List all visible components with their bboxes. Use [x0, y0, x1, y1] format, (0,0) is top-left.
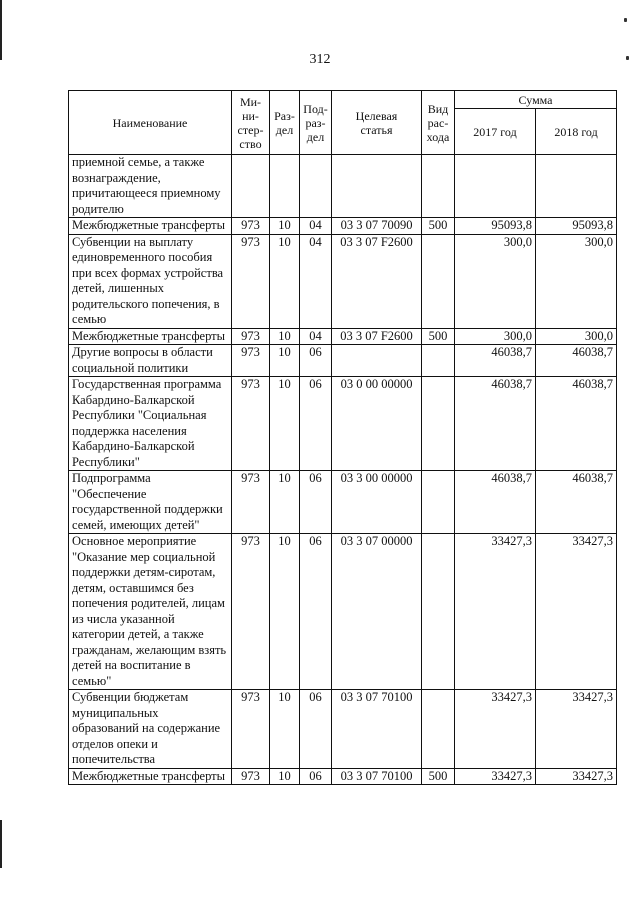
table-row [69, 377, 617, 471]
row-name: Межбюджетные трансферты [69, 768, 232, 785]
row-name: Государственная программа Кабардино-Балкарской Республики "Социальная поддержка населения Кабардино-Балкарской Республики" [69, 377, 232, 471]
row-name: Межбюджетные трансферты [69, 218, 232, 235]
table-row [69, 534, 617, 690]
row-ministry: 973 [232, 534, 270, 690]
table-row [69, 345, 617, 377]
header-subsection: Под- раз- дел [300, 91, 332, 155]
row-name: Другие вопросы в области социальной политики [69, 345, 232, 377]
row-sum-2017: 33427,3 [455, 534, 536, 690]
row-subsection: 04 [300, 234, 332, 328]
row-sum-2017: 46038,7 [455, 345, 536, 377]
row-sum-2018: 33427,3 [536, 768, 617, 785]
row-sum-2017: 33427,3 [455, 768, 536, 785]
row-section [270, 155, 300, 218]
row-name: Межбюджетные трансферты [69, 328, 232, 345]
row-ministry: 973 [232, 471, 270, 534]
row-target [332, 345, 422, 377]
row-sum-2017: 300,0 [455, 234, 536, 328]
table-row [69, 328, 617, 345]
row-expense-type [422, 377, 455, 471]
row-target: 03 3 07 70100 [332, 768, 422, 785]
row-section: 10 [270, 377, 300, 471]
header-name: Наименование [69, 91, 232, 155]
row-sum-2017: 46038,7 [455, 471, 536, 534]
table-row [69, 690, 617, 769]
table-row [69, 234, 617, 328]
row-expense-type [422, 690, 455, 769]
row-sum-2017: 300,0 [455, 328, 536, 345]
row-ministry: 973 [232, 690, 270, 769]
table-row [69, 471, 617, 534]
header-sum: Сумма [455, 91, 617, 109]
row-target: 03 0 00 00000 [332, 377, 422, 471]
row-ministry: 973 [232, 345, 270, 377]
row-ministry: 973 [232, 218, 270, 235]
row-section: 10 [270, 534, 300, 690]
row-subsection: 06 [300, 471, 332, 534]
row-target: 03 3 07 70090 [332, 218, 422, 235]
row-sum-2017 [455, 155, 536, 218]
row-name: Подпрограмма "Обеспечение государственной поддержки семей, имеющих детей" [69, 471, 232, 534]
row-subsection: 04 [300, 328, 332, 345]
row-target: 03 3 07 F2600 [332, 328, 422, 345]
row-sum-2018: 300,0 [536, 328, 617, 345]
row-ministry: 973 [232, 328, 270, 345]
row-target: 03 3 00 00000 [332, 471, 422, 534]
header-section: Раз- дел [270, 91, 300, 155]
table-row [69, 155, 617, 218]
header-year-2017: 2017 год [455, 109, 536, 155]
budget-table [68, 90, 617, 785]
row-subsection: 06 [300, 768, 332, 785]
row-subsection: 06 [300, 690, 332, 769]
row-sum-2018 [536, 155, 617, 218]
row-name: Субвенции бюджетам муниципальных образований на содержание отделов опеки и попечительства [69, 690, 232, 769]
row-sum-2018: 33427,3 [536, 534, 617, 690]
row-target: 03 3 07 00000 [332, 534, 422, 690]
row-sum-2018: 95093,8 [536, 218, 617, 235]
row-target: 03 3 07 F2600 [332, 234, 422, 328]
row-expense-type [422, 234, 455, 328]
table-row [69, 218, 617, 235]
header-year-2018: 2018 год [536, 109, 617, 155]
row-expense-type [422, 534, 455, 690]
row-section: 10 [270, 234, 300, 328]
scan-edge-mark [0, 820, 2, 868]
row-sum-2018: 46038,7 [536, 345, 617, 377]
row-name: Основное мероприятие "Оказание мер социальной поддержки детям-сиротам, детям, оставшимся без попечения родителей, лицам из числа указанной категории детей, а также гражданам, желающим взять детей на воспитание в семью" [69, 534, 232, 690]
row-subsection: 06 [300, 534, 332, 690]
row-subsection: 06 [300, 377, 332, 471]
page-number: 312 [309, 52, 331, 67]
row-ministry: 973 [232, 768, 270, 785]
row-sum-2017: 46038,7 [455, 377, 536, 471]
row-section: 10 [270, 328, 300, 345]
header-expense-type: Вид рас- хода [422, 91, 455, 155]
row-ministry: 973 [232, 377, 270, 471]
scan-edge-mark [0, 0, 2, 60]
row-subsection [300, 155, 332, 218]
row-section: 10 [270, 218, 300, 235]
table-row [69, 768, 617, 785]
row-expense-type: 500 [422, 768, 455, 785]
row-sum-2017: 95093,8 [455, 218, 536, 235]
row-sum-2017: 33427,3 [455, 690, 536, 769]
row-target [332, 155, 422, 218]
header-target: Целевая статья [332, 91, 422, 155]
row-subsection: 06 [300, 345, 332, 377]
header-ministry: Ми- ни- стер- ство [232, 91, 270, 155]
row-section: 10 [270, 471, 300, 534]
row-expense-type [422, 345, 455, 377]
row-target: 03 3 07 70100 [332, 690, 422, 769]
row-sum-2018: 46038,7 [536, 471, 617, 534]
row-sum-2018: 300,0 [536, 234, 617, 328]
row-name: приемной семье, а также вознаграждение, причитающееся приемному родителю [69, 155, 232, 218]
row-name: Субвенции на выплату единовременного пособия при всех формах устройства детей, лишенных родительского попечения, в семью [69, 234, 232, 328]
row-expense-type [422, 155, 455, 218]
row-sum-2018: 33427,3 [536, 690, 617, 769]
scan-speck [624, 18, 627, 22]
row-expense-type: 500 [422, 218, 455, 235]
row-section: 10 [270, 768, 300, 785]
row-expense-type [422, 471, 455, 534]
row-sum-2018: 46038,7 [536, 377, 617, 471]
row-section: 10 [270, 345, 300, 377]
row-expense-type: 500 [422, 328, 455, 345]
row-subsection: 04 [300, 218, 332, 235]
row-section: 10 [270, 690, 300, 769]
row-ministry: 973 [232, 234, 270, 328]
row-ministry [232, 155, 270, 218]
